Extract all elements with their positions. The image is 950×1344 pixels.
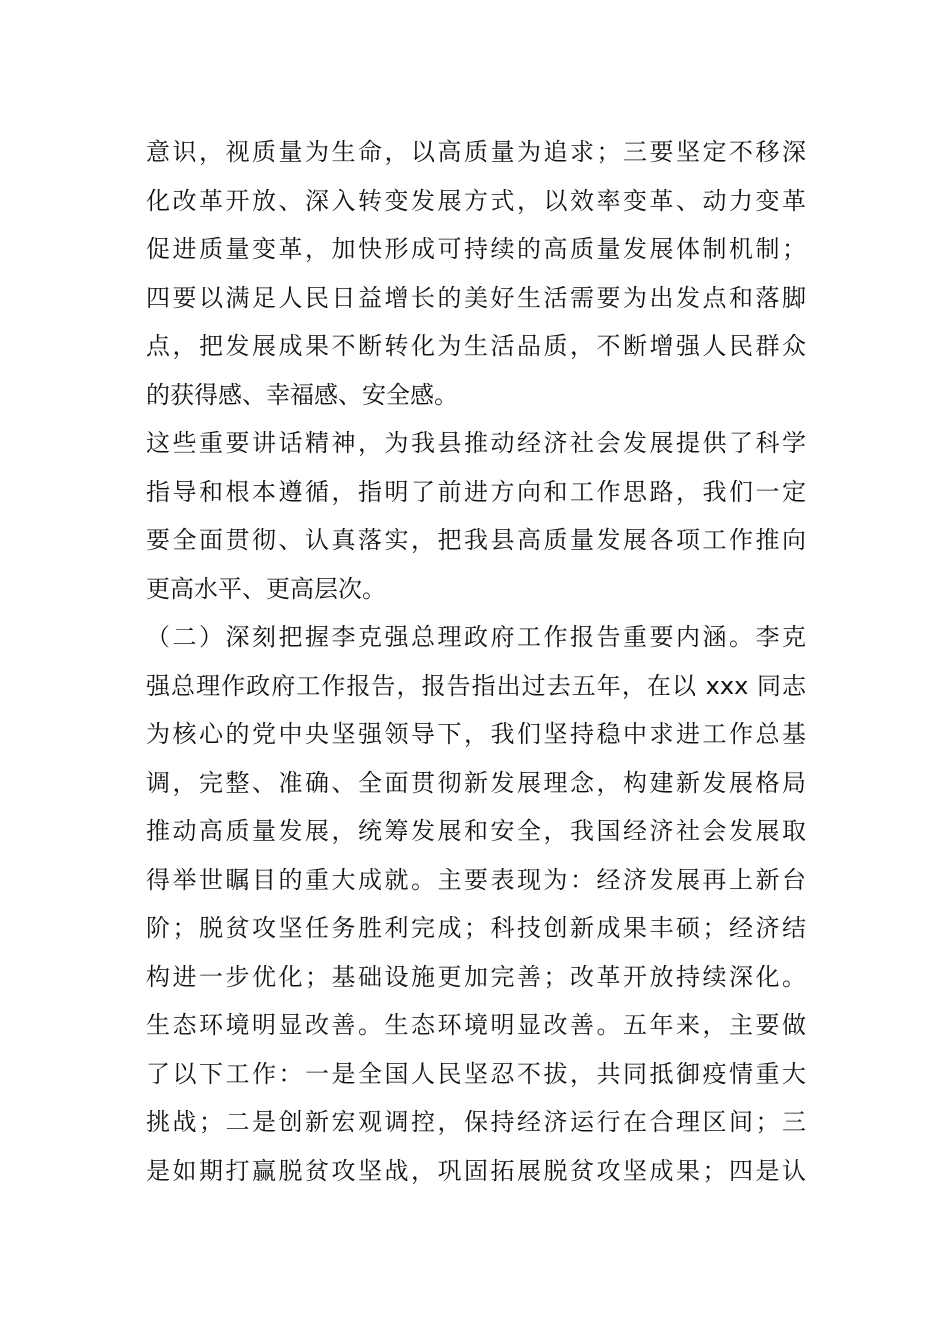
text-line: 四要以满足人民日益增长的美好生活需要为出发点和落脚 [146, 283, 806, 312]
text-line: 强总理作政府工作报告，报告指出过去五年，在以 xxx 同志 [146, 671, 806, 700]
text-line: 意识，视质量为生命，以高质量为追求；三要坚定不移深 [146, 138, 806, 166]
text-line: 为核心的党中央坚强领导下，我们坚持稳中求进工作总基 [146, 720, 806, 748]
text-line: 要全面贯彻、认真落实，把我县高质量发展各项工作推向 [146, 526, 806, 554]
text-line: 得举世瞩目的重大成就。主要表现为：经济发展再上新台 [146, 865, 806, 894]
text-line: 生态环境明显改善。生态环境明显改善。五年来，主要做 [146, 1011, 806, 1039]
text-line: 挑战；二是创新宏观调控，保持经济运行在合理区间；三 [146, 1108, 806, 1136]
text-line: 了以下工作：一是全国人民坚忍不拔，共同抵御疫情重大 [146, 1059, 806, 1088]
text-line: 构进一步优化；基础设施更加完善；改革开放持续深化。 [146, 962, 806, 991]
text-line: 调，完整、准确、全面贯彻新发展理念，构建新发展格局 [146, 768, 806, 797]
text-line: （二）深刻把握李克强总理政府工作报告重要内涵。李克 [146, 623, 806, 651]
text-line: 化改革开放、深入转变发展方式，以效率变革、动力变革 [146, 186, 806, 215]
text-line: 点，把发展成果不断转化为生活品质，不断增强人民群众 [146, 332, 806, 360]
text-line: 的获得感、幸福感、安全感。 [146, 380, 458, 409]
text-line: 指导和根本遵循，指明了前进方向和工作思路，我们一定 [146, 477, 806, 506]
text-line: 促进质量变革，加快形成可持续的高质量发展体制机制； [146, 235, 806, 263]
text-line: 这些重要讲话精神，为我县推动经济社会发展提供了科学 [146, 429, 806, 457]
text-line: 更高水平、更高层次。 [146, 574, 386, 603]
text-line: 是如期打赢脱贫攻坚战，巩固拓展脱贫攻坚成果；四是认 [146, 1156, 806, 1185]
body-text [146, 128, 806, 1195]
text-line: 阶；脱贫攻坚任务胜利完成；科技创新成果丰硕；经济结 [146, 914, 806, 942]
text-line: 推动高质量发展，统筹发展和安全，我国经济社会发展取 [146, 817, 806, 845]
